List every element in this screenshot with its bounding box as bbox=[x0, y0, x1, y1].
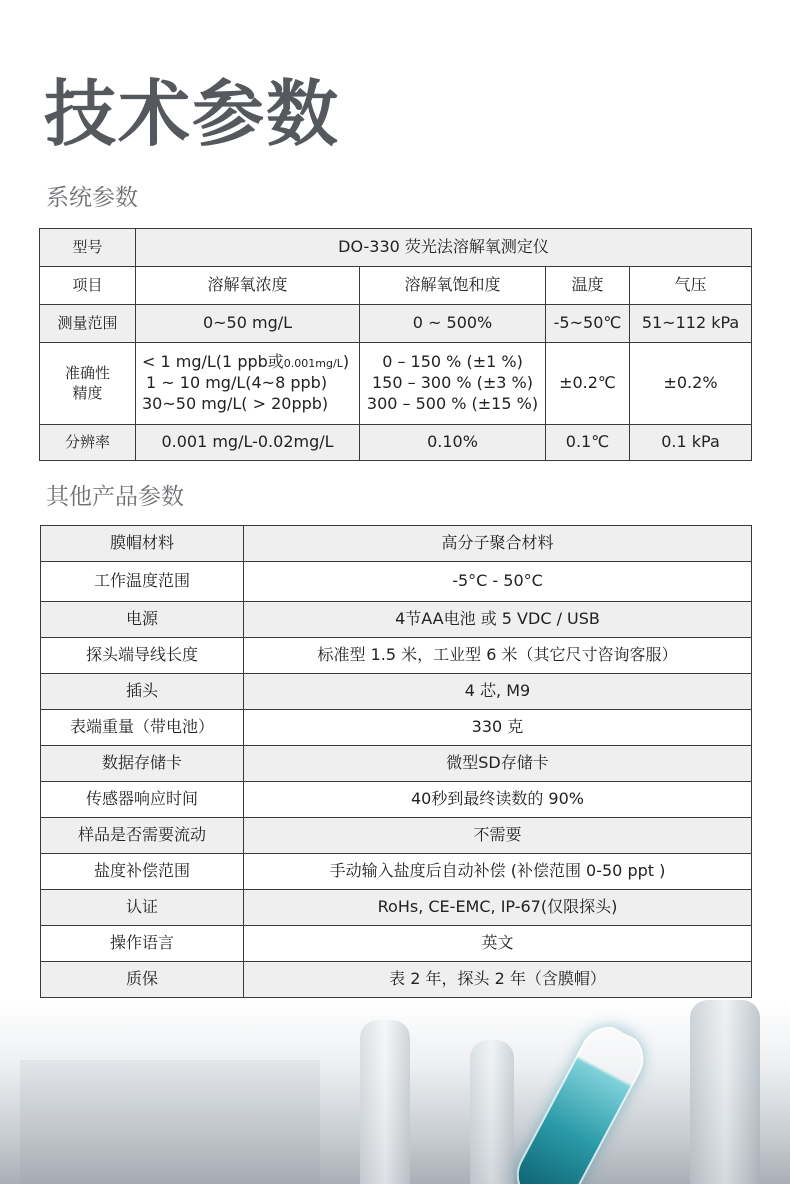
resolution-value: 0.1℃ bbox=[546, 425, 630, 461]
accuracy-temp: ±0.2℃ bbox=[546, 343, 630, 425]
param-value: RoHs, CE-EMC, IP-67(仅限探头) bbox=[244, 890, 752, 926]
param-label: 认证 bbox=[41, 890, 244, 926]
column-header: 溶解氧浓度 bbox=[136, 267, 360, 305]
table-row bbox=[41, 674, 752, 710]
column-header: 气压 bbox=[630, 267, 752, 305]
range-value: 0 ~ 500% bbox=[360, 305, 546, 343]
range-value: -5~50℃ bbox=[546, 305, 630, 343]
accuracy-sat bbox=[360, 343, 546, 425]
table-row bbox=[41, 638, 752, 674]
resolution-value: 0.1 kPa bbox=[630, 425, 752, 461]
param-label: 探头端导线长度 bbox=[41, 638, 244, 674]
page-title: 技术参数 bbox=[44, 72, 341, 156]
param-value: 高分子聚合材料 bbox=[244, 526, 752, 562]
accuracy-label-line: 准确性 bbox=[64, 364, 110, 382]
accuracy-conc-text: < 1 mg/L(1 ppb或 bbox=[142, 352, 284, 372]
accuracy-pressure: ±0.2% bbox=[630, 343, 752, 425]
system-params-table bbox=[39, 228, 752, 461]
param-value: 微型SD存储卡 bbox=[244, 746, 752, 782]
column-header: 溶解氧饱和度 bbox=[360, 267, 546, 305]
param-label: 膜帽材料 bbox=[41, 526, 244, 562]
param-value: 4 芯, M9 bbox=[244, 674, 752, 710]
accuracy-sat-line: 150 – 300 % (±3 %) bbox=[372, 373, 533, 393]
table-row bbox=[40, 267, 752, 305]
resolution-value: 0.10% bbox=[360, 425, 546, 461]
table-row bbox=[41, 562, 752, 602]
resolution-value: 0.001 mg/L-0.02mg/L bbox=[136, 425, 360, 461]
table-row bbox=[41, 526, 752, 562]
accuracy-conc bbox=[136, 343, 360, 425]
table-row bbox=[41, 746, 752, 782]
table-row bbox=[41, 818, 752, 854]
param-label: 盐度补偿范围 bbox=[41, 854, 244, 890]
param-value: 40秒到最终读数的 90% bbox=[244, 782, 752, 818]
table-row bbox=[40, 425, 752, 461]
param-value: -5°C - 50°C bbox=[244, 562, 752, 602]
blurred-flask bbox=[20, 1060, 320, 1184]
blurred-test-tube bbox=[470, 1040, 514, 1184]
param-value: 英文 bbox=[244, 926, 752, 962]
accuracy-conc-small: 0.001mg/L bbox=[283, 357, 343, 371]
accuracy-sat-line: 0 – 150 % (±1 %) bbox=[382, 352, 523, 372]
model-label: 型号 bbox=[40, 229, 136, 267]
table-row bbox=[41, 890, 752, 926]
table-row bbox=[41, 602, 752, 638]
accuracy-conc-text: ) bbox=[342, 352, 350, 372]
resolution-label: 分辨率 bbox=[40, 425, 136, 461]
range-label: 测量范围 bbox=[40, 305, 136, 343]
column-header: 温度 bbox=[546, 267, 630, 305]
param-value: 4节AA电池 或 5 VDC / USB bbox=[244, 602, 752, 638]
param-label: 样品是否需要流动 bbox=[41, 818, 244, 854]
table-row bbox=[41, 962, 752, 998]
accuracy-conc-line: 1 ~ 10 mg/L(4~8 ppb) bbox=[146, 373, 328, 393]
table-row bbox=[40, 229, 752, 267]
blue-liquid-test-tube bbox=[506, 1016, 654, 1184]
blurred-test-tube bbox=[690, 1000, 760, 1184]
param-value: 手动输入盐度后自动补偿 (补偿范围 0-50 ppt ) bbox=[244, 854, 752, 890]
table-row bbox=[40, 305, 752, 343]
other-params-table bbox=[40, 525, 752, 998]
param-label: 传感器响应时间 bbox=[41, 782, 244, 818]
param-value: 表 2 年，探头 2 年（含膜帽） bbox=[244, 962, 752, 998]
lab-glassware-background bbox=[0, 1000, 790, 1184]
range-value: 51~112 kPa bbox=[630, 305, 752, 343]
model-value: DO-330 荧光法溶解氧测定仪 bbox=[136, 229, 752, 267]
param-label: 插头 bbox=[41, 674, 244, 710]
accuracy-label-line: 精度 bbox=[72, 383, 103, 402]
table-row bbox=[41, 926, 752, 962]
item-label: 项目 bbox=[40, 267, 136, 305]
accuracy-conc-line bbox=[142, 352, 357, 373]
param-label: 操作语言 bbox=[41, 926, 244, 962]
table-row bbox=[40, 343, 752, 425]
accuracy-sat-line: 300 – 500 % (±15 %) bbox=[366, 393, 539, 413]
range-value: 0~50 mg/L bbox=[136, 305, 360, 343]
param-label: 电源 bbox=[41, 602, 244, 638]
table-row bbox=[41, 710, 752, 746]
table-row bbox=[41, 854, 752, 890]
system-params-title: 系统参数 bbox=[46, 185, 138, 211]
accuracy-label bbox=[40, 343, 136, 425]
param-label: 表端重量（带电池） bbox=[41, 710, 244, 746]
param-label: 质保 bbox=[41, 962, 244, 998]
param-label: 数据存储卡 bbox=[41, 746, 244, 782]
param-label: 工作温度范围 bbox=[41, 562, 244, 602]
param-value: 330 克 bbox=[244, 710, 752, 746]
other-params-title: 其他产品参数 bbox=[46, 484, 184, 510]
table-row bbox=[41, 782, 752, 818]
accuracy-conc-line: 30~50 mg/L( > 20ppb) bbox=[142, 393, 329, 413]
param-value: 标准型 1.5 米，工业型 6 米（其它尺寸咨询客服） bbox=[244, 638, 752, 674]
blurred-test-tube bbox=[360, 1020, 410, 1184]
param-value: 不需要 bbox=[244, 818, 752, 854]
